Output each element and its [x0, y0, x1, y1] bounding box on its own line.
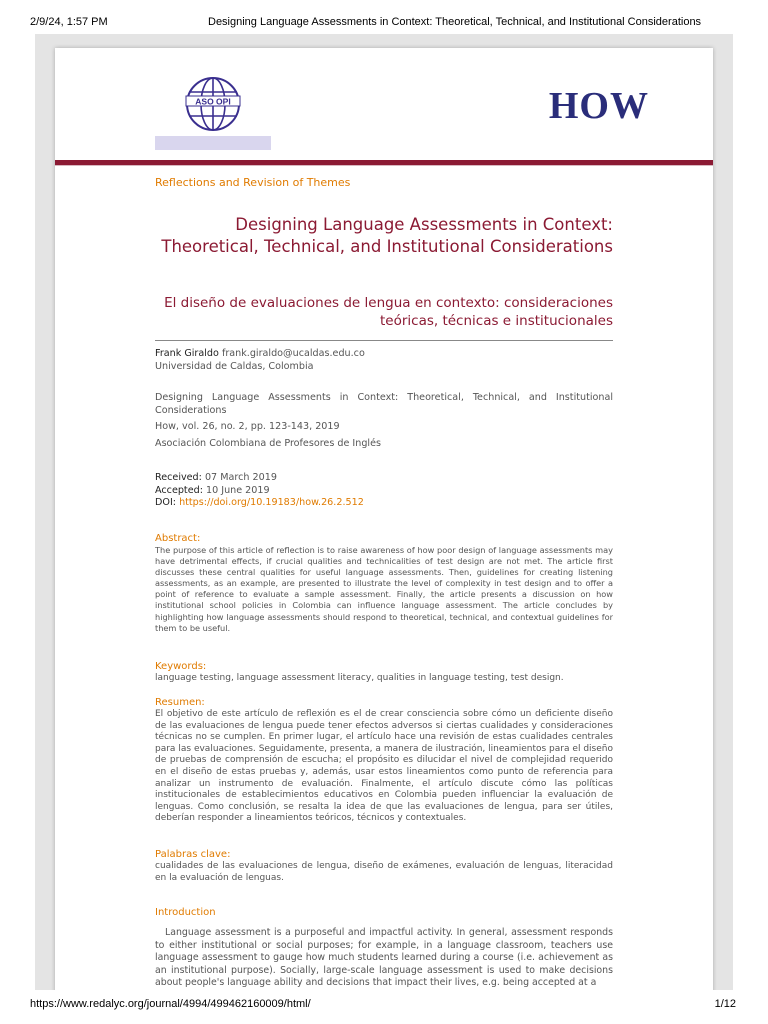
introduction-text: Language assessment is a purposeful and impactful activity. In general, assessment responds to either institutional or social purposes; for example, in a language classroom, teachers use language assessment to gauge how much students learned during a course (i.e. achievement as an institutional purpose). Socially, large-scale language assessment is used to make decisions about people's language ability and decisions that impact their lives, e.g. being accepted at a [155, 927, 613, 988]
abstract-section [155, 532, 613, 634]
dates-block [155, 472, 364, 510]
title-divider [155, 340, 613, 341]
how-journal-logo: HOW [548, 85, 649, 127]
author-email: frank.giraldo@ucaldas.edu.co [221, 348, 365, 359]
header-band-shadow [55, 165, 713, 166]
bib-title: Designing Language Assessments in Context: Theoretical, Technical, and Institutional Considerations [155, 392, 613, 416]
article-title-english: Designing Language Assessments in Context: Theoretical, Technical, and Institutional Considerations [161, 215, 613, 256]
doi-link[interactable]: https://doi.org/10.19183/how.26.2.512 [179, 497, 364, 509]
abstract-heading: Abstract: [155, 533, 201, 544]
keywords-section [155, 660, 613, 685]
palabras-clave-text: cualidades de las evaluaciones de lengua, diseño de exámenes, evaluación de lenguas, literacidad en la evaluación de lenguas. [155, 861, 613, 883]
globe-icon [185, 74, 241, 136]
bibliographic-info [155, 392, 613, 454]
author-block [155, 348, 365, 373]
print-footer [0, 990, 768, 1024]
document-viewport [35, 34, 733, 990]
print-timestamp: 2/9/24, 1:57 PM [30, 16, 108, 28]
author-name: Frank Giraldo [155, 348, 219, 359]
keywords-heading: Keywords: [155, 661, 207, 672]
bib-citation: How, vol. 26, no. 2, pp. 123-143, 2019 [155, 421, 340, 433]
print-url: https://www.redalyc.org/journal/4994/499462160009/html/ [30, 998, 311, 1010]
received-date: 07 March 2019 [204, 472, 277, 483]
introduction-heading: Introduction [155, 907, 216, 918]
article-page [55, 48, 713, 990]
palabras-clave-heading: Palabras clave: [155, 849, 231, 860]
resumen-section [155, 696, 613, 825]
asocopi-logo [155, 74, 271, 150]
received-label: Received: [155, 472, 202, 483]
accepted-label: Accepted: [155, 484, 203, 496]
resumen-heading: Resumen: [155, 697, 205, 708]
keywords-text: language testing, language assessment literacy, qualities in language testing, test design. [155, 673, 564, 683]
print-header [0, 0, 768, 34]
section-label: Reflections and Revision of Themes [155, 176, 351, 189]
palabras-clave-section [155, 848, 613, 884]
print-page-title: Designing Language Assessments in Context: Theoretical, Technical, and Institutional Considerations [208, 16, 702, 28]
print-page-number: 1/12 [714, 998, 736, 1010]
bib-publisher: Asociación Colombiana de Profesores de Inglés [155, 437, 381, 449]
abstract-text: The purpose of this article of reflection is to raise awareness of how poor design of language assessments may have detrimental effects, if crucial qualities and technicalities of test design are not met. The article first discusses these central qualities for useful language assessments. Then, guidelines for creating listening assessments, as an example, are presented to illustrate the level of complexity in test design and to offer a point of reference to evaluate a sample assessment. Finally, the article presents a discussion on how institutional school policies in Colombia can influence language assessment. The article concludes by highlighting how language assessments should respond to theoretical, technical, and contextual guidelines for them to be useful. [155, 545, 613, 633]
author-affiliation: Universidad de Caldas, Colombia [155, 360, 314, 372]
doi-label: DOI: [155, 497, 177, 509]
article-title-spanish: El diseño de evaluaciones de lengua en contexto: consideraciones teóricas, técnicas e institucionales [164, 295, 613, 329]
resumen-text: El objetivo de este artículo de reflexión es el de crear consciencia sobre cómo un deficiente diseño de las evaluaciones de lengua puede tener efectos adversos si ciertas cualidades y consideraciones técnicas no se cumplen. En primer lugar, el artículo hace una revisión de estas cualidades centrales para las evaluaciones. Seguidamente, presenta, a manera de ilustración, lineamientos para el diseño de pruebas de comprensión de escucha; el propósito es dilucidar el nivel de complejidad requerido en el diseño de estas pruebas y, además, usar estos lineamientos como punto de referencia para analizar un instrumento de evaluación. Finalmente, el artículo discute cómo las políticas institucionales de establecimientos educativos en Colombia pueden influenciar la evaluación de lenguas. Como conclusión, se resalta la idea de que las evaluaciones de lengua, para ser útiles, deberían responder a lineamientos teóricos, técnicos y contextuales. [155, 709, 613, 824]
introduction-section [155, 906, 613, 990]
asocopi-strip [155, 136, 271, 150]
accepted-date: 10 June 2019 [205, 484, 270, 496]
asocopi-logo-text: ASO OPI [195, 96, 231, 107]
